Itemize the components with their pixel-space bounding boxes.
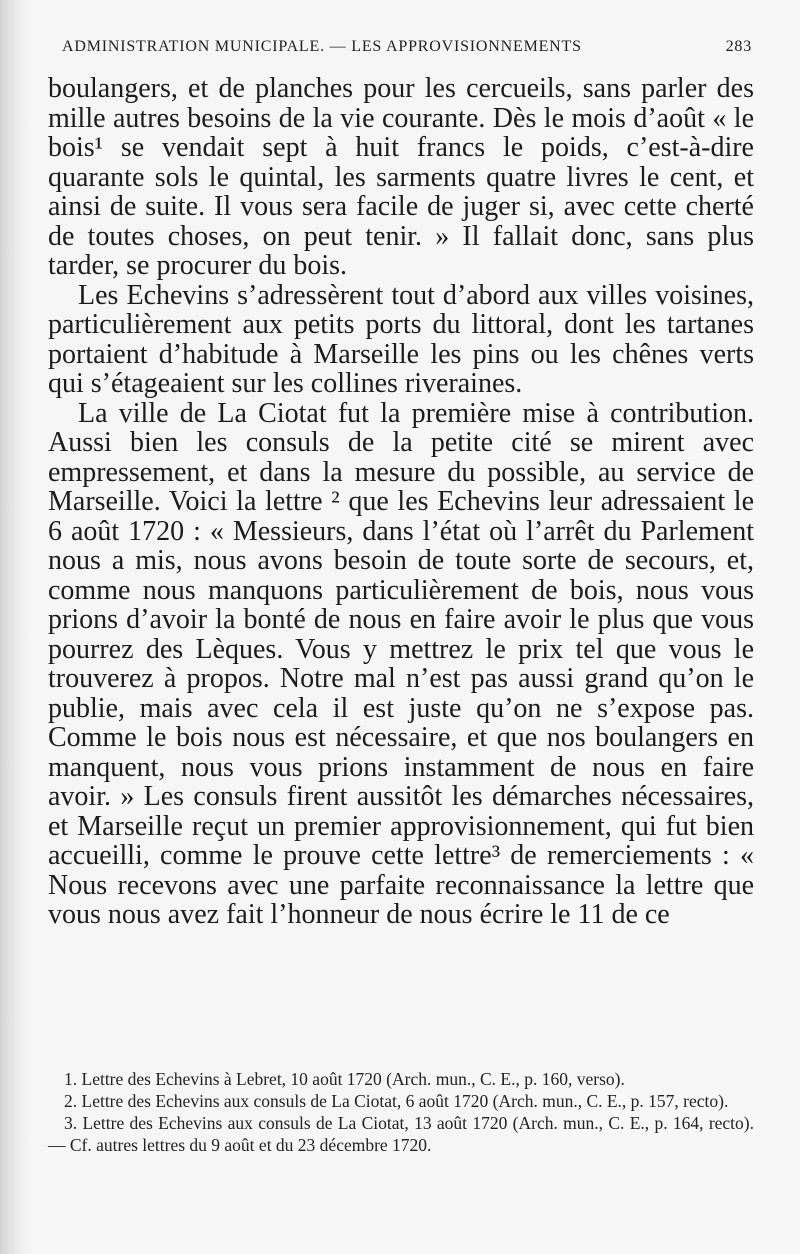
footnote-3: 3. Lettre des Echevins aux consuls de La Ciotat, 13 août 1720 (Arch. mun., C. E., p. 164, recto). — Cf. autres lettres du 9 août et du 23 décembre 1720. — [48, 1113, 754, 1155]
page-number: 283 — [725, 38, 752, 55]
main-text — [48, 74, 754, 930]
footnote-separator — [48, 1050, 754, 1051]
paragraph-2: Les Echevins s’adressèrent tout d’abord aux villes voisines, particulièrement aux petits ports du littoral, dont les tartanes portaient d’habitude à Marseille les pins ou les chênes verts qui s’étageaient sur les collines riveraines. — [48, 279, 754, 399]
footnote-2: 2. Lettre des Echevins aux consuls de La Ciotat, 6 août 1720 (Arch. mun., C. E., p. 157, recto). — [64, 1091, 729, 1111]
page-gutter-shadow — [0, 0, 16, 1254]
footnote-1: 1. Lettre des Echevins à Lebret, 10 août 1720 (Arch. mun., C. E., p. 160, verso). — [64, 1069, 625, 1089]
running-head — [62, 38, 752, 56]
paragraph-3: La ville de La Ciotat fut la première mise à contribution. Aussi bien les consuls de la petite cité se mirent avec empressement, et dans la mesure du possible, au service de Marseille. Voici la lettre ² que les Echevins leur adressaient le 6 août 1720 : « Messieurs, dans l’état où l’arrêt du Parlement nous a mis, nous avons besoin de toute sorte de secours, et, comme nous manquons particulièrement de bois, nous vous prions d’avoir la bonté de nous en faire avoir le plus que vous pourrez des Lèques. Vous y mettrez le prix tel que vous le trouverez à propos. Notre mal n’est pas aussi grand qu’on le publie, mais avec cela il est juste qu’on ne s’expose pas. Comme le bois nous est nécessaire, et que nos boulangers en manquent, nous vous prions instamment de nous en faire avoir. » Les consuls firent aussitôt les démarches nécessaires, et Marseille reçut un premier approvisionnement, qui fut bien accueilli, comme le prouve cette lettre³ de remerciements : « Nous recevons avec une parfaite reconnaissance la lettre que vous nous avez fait l’honneur de nous écrire le 11 de ce — [48, 397, 754, 930]
footnotes — [48, 1068, 754, 1156]
running-title: ADMINISTRATION MUNICIPALE. — LES APPROVISIONNEMENTS — [62, 38, 582, 55]
paragraph-1: boulangers, et de planches pour les cercueils, sans parler des mille autres besoins de la vie courante. Dès le mois d’août « le bois¹ se vendait sept à huit francs le poids, c’est-à-dire quarante sols le quintal, les sarments quatre livres le cent, et ainsi de suite. Il vous sera facile de juger si, avec cette cherté de toutes choses, on peut tenir. » Il fallait donc, sans plus tarder, se procurer du bois. — [48, 73, 754, 281]
